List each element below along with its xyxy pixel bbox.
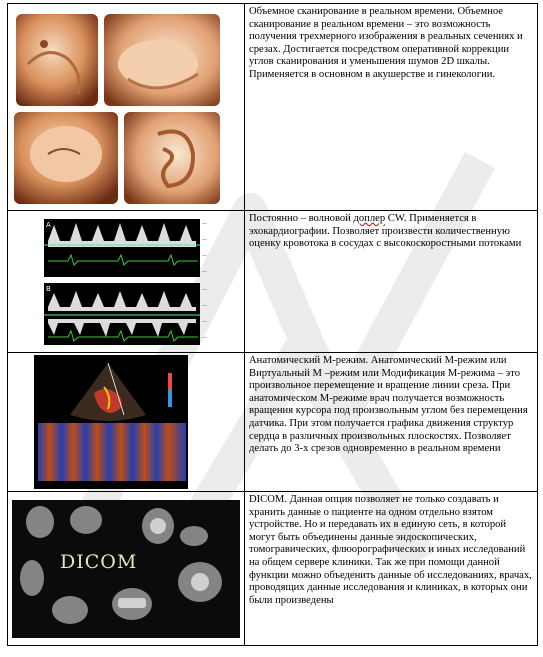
dicom-label: DICOM — [60, 551, 138, 573]
description-cell: Объемное сканирование в реальном времени. Объемное сканирование в реальном времени – это возможность получения трехмерного изображения в реальных сечениях и срезах. Достигается посредством оперативной коррекции углов сканирования и уменьшения шумов 2D шкалы. Применяется в основном в акушерстве и гинекологии. — [245, 4, 538, 211]
svg-text:—: — — [202, 335, 207, 341]
dicom-collage — [8, 492, 244, 645]
svg-text:—: — — [202, 237, 207, 243]
image-cell — [8, 492, 245, 646]
3d-ultrasound-fetal-images — [8, 4, 244, 210]
svg-text:—: — — [202, 269, 207, 275]
svg-text:—: — — [202, 287, 207, 293]
panel-label-a: A — [46, 221, 51, 229]
description-cell: Анатомический М-режим. Анатомический М-режим или Виртуальный М –режим или Модификация М-режима – это произвольное перемещение и вращение линии среза. При анатомическом М-режиме врач получается возможность вращения курсора под произвольным углом без перемещения датчика. При этом получается графика движения структур сердца в различных произвольных плоскостях. Позволяет делать до 3-х срезов одновременно в реальном времени — [245, 353, 538, 492]
table-row — [8, 492, 538, 646]
misspelled-word: доплер — [353, 213, 386, 224]
table-row — [8, 353, 538, 492]
anatomical-m-mode-echo — [8, 353, 244, 491]
svg-text:—: — — [202, 253, 207, 259]
feature-table — [7, 3, 538, 646]
image-cell — [8, 353, 245, 492]
image-cell — [8, 211, 245, 353]
description-cell — [245, 211, 538, 353]
cw-doppler-spectrum — [8, 211, 244, 352]
svg-text:—: — — [202, 319, 207, 325]
image-cell — [8, 4, 245, 211]
svg-text:—: — — [202, 303, 207, 309]
table-row — [8, 211, 538, 353]
svg-text:—: — — [202, 221, 207, 227]
text-after: CW. Применяется в эхокардиографии. Позволяет произвести количественную оценку кровотока в сосудах с высокоскоростными потоками — [249, 213, 522, 250]
panel-label-b: B — [46, 285, 51, 293]
table-row — [8, 4, 538, 211]
description-cell: DICOM. Данная опция позволяет не только создавать и хранить данные о пациенте на одном отдельно взятом устройстве. Но и передавать их в единую сеть, в которой могут быть объединены данные эндоскопических, томогравических, флюорографических и иных исследований на общем сервере клиники. Так же при помощи данной функции можно объеденить данные об исследованиях, врачах, проводящих данные исследования и клиниках, в которых они были произведены — [245, 492, 538, 646]
text-before: Постоянно – волновой — [249, 213, 354, 224]
